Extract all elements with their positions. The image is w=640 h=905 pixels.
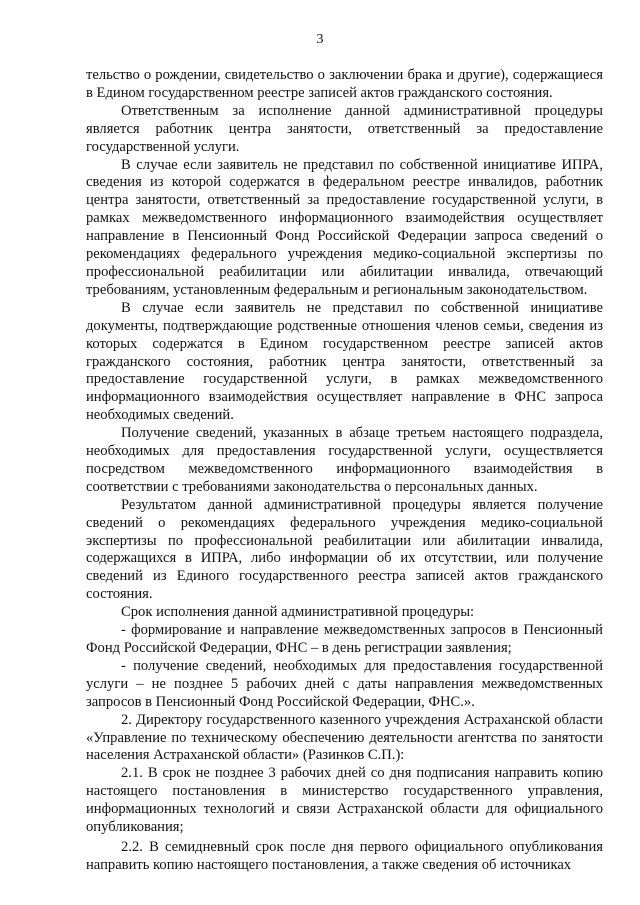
paragraph-data-receipt: Получение сведений, указанных в абзаце третьем настоящего подраздела, необходимых для предоставления государственной услуги, осуществляется посредством межведомственного информационного взаимодействия в соответствии с требованиями законодательства о персональных данных. xyxy=(86,425,603,495)
paragraph-responsible: Ответственным за исполнение данной административной процедуры является работник центра занятости, ответственный за предоставление государственной услуги. xyxy=(86,102,603,155)
paragraph-clause-2: 2. Директору государственного казенного учреждения Астраханской области «Управление по техническому обеспечению деятельности агентства по занятости населения Астраханской области» (Разинков С.П.): xyxy=(86,711,603,764)
paragraph-family-request: В случае если заявитель не представил по собственной инициативе документы, подтверждающие родственные отношения членов семьи, сведения из которых содержатся в Едином государственном реестре записей актов гражданского состояния, работник центра занятости, ответственный за предоставление государственной услуги, в рамках межведомственного информационного взаимодействия осуществляет направление в ФНС запроса необходимых сведений. xyxy=(86,299,603,424)
paragraph-clause-2-1: 2.1. В срок не позднее 3 рабочих дней со дня подписания направить копию настоящего постановления в министерство государственного управления, информационных технологий и связи Астраханской области для официального опубликования; xyxy=(86,765,603,836)
paragraph-ipra-request: В случае если заявитель не представил по собственной инициативе ИПРА, сведения из которой содержатся в федеральном реестре инвалидов, работник центра занятости, ответственный за предоставление государственной услуги, в рамках межведомственного информационного взаимодействия осуществляет направление в Пенсионный Фонд Российской Федерации запроса сведений о рекомендациях федерального учреждения медико-социальной экспертизы по профессиональной реабилитации или абилитации инвалида, отвечающий требованиям, установленным федеральным и региональным законодательством. xyxy=(86,156,603,298)
page-number: 3 xyxy=(316,32,324,47)
paragraph-result: Результатом данной административной процедуры является получение сведений о рекомендациях федерального учреждения медико-социальной экспертизы по профессиональной реабилитации или абилитации инвалида, содержащихся в ИПРА, либо информации об их отсутствии, или получение сведений из Единого государственного реестра записей актов гражданского состояния. xyxy=(86,496,603,603)
paragraph-continuation: тельство о рождении, свидетельство о заключении брака и другие), содержащиеся в Едином государственном реестре записей актов гражданского состояния. xyxy=(86,67,603,101)
document-body xyxy=(86,67,603,875)
paragraph-deadline-item-1: - формирование и направление межведомственных запросов в Пенсионный Фонд Российской Федерации, ФНС – в день регистрации заявления; xyxy=(86,622,603,656)
paragraph-deadline-item-2: - получение сведений, необходимых для предоставления государственной услуги – не позднее 5 рабочих дней с даты направления межведомственных запросов в Пенсионный Фонд Российской Федерации, ФНС.». xyxy=(86,657,603,710)
paragraph-clause-2-2: 2.2. В семидневный срок после дня первого официального опубликования направить копию настоящего постановления, а также сведения об источниках xyxy=(86,838,603,873)
paragraph-deadline-heading: Срок исполнения данной административной процедуры: xyxy=(121,604,475,621)
